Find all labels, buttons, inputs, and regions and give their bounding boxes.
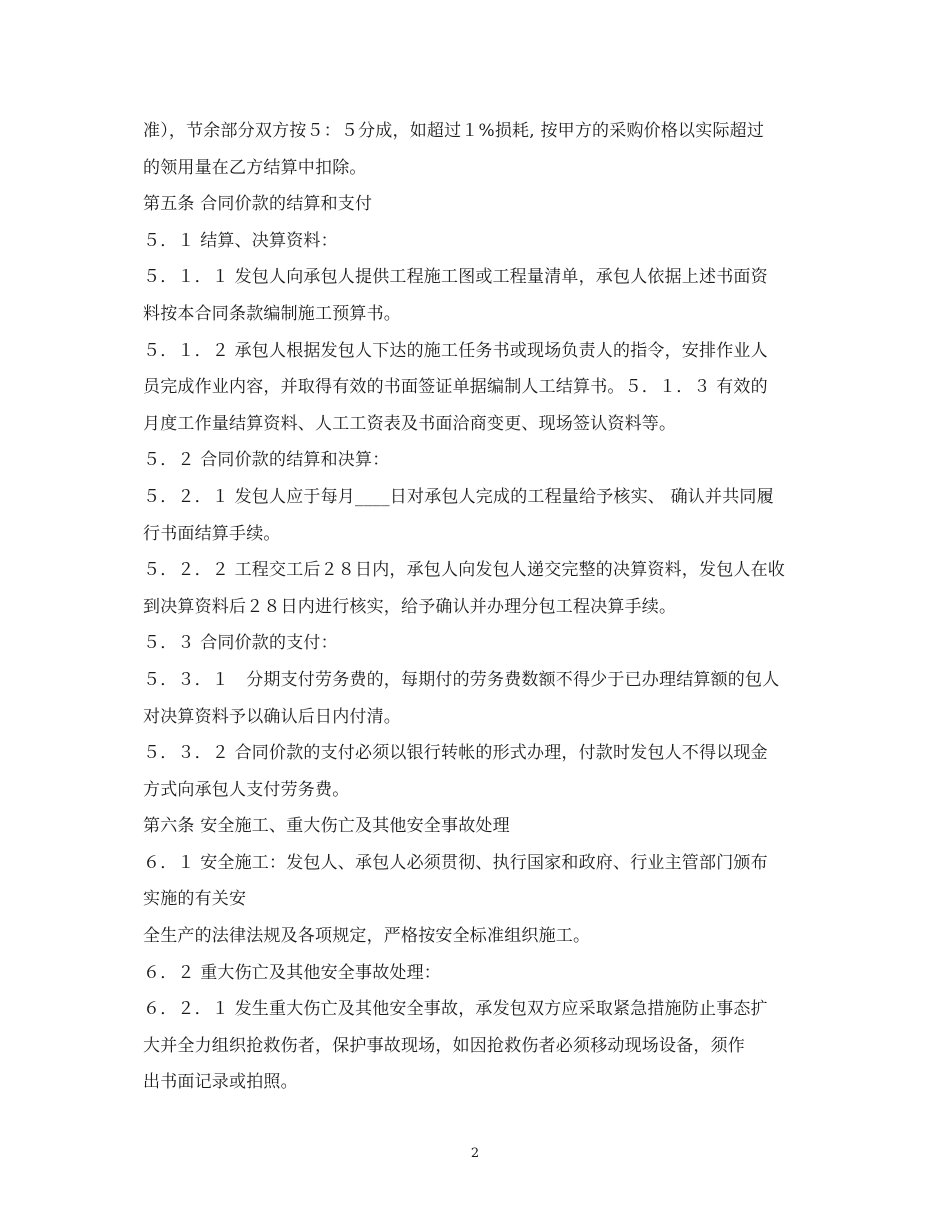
text-line: ５．１．２ 承包人根据发包人下达的施工任务书或现场负责人的指令，安排作业人 — [143, 340, 768, 361]
text-line: ５．３．１ 分期支付劳务费的，每期付的劳务费数额不得少于已办理结算额的包人 — [143, 669, 780, 690]
document-body — [143, 113, 818, 1101]
text-line: ５．３．２ 合同价款的支付必须以银行转帐的形式办理，付款时发包人不得以现金 — [143, 743, 768, 764]
section-heading: 第五条 合同价款的结算和支付 — [143, 194, 373, 215]
text-line: ５．３ 合同价款的支付： — [143, 633, 338, 654]
text-line: ６．２ 重大伤亡及其他安全事故处理： — [143, 962, 442, 983]
text-line: 的领用量在乙方结算中扣除。 — [143, 157, 367, 178]
text-line: 准），节余部分双方按５：５分成，如超过１%损耗, 按甲方的采购价格以实际超过 — [143, 121, 765, 141]
text-line: 到决算资料后２８日内进行核实，给予确认并办理分包工程决算手续。 — [143, 596, 677, 617]
text-line: ５．２．１ 发包人应于每月____日对承包人完成的工程量给予核实、 确认并共同履 — [143, 486, 774, 507]
text-line: ５．２．２ 工程交工后２８日内，承包人向发包人递交完整的决算资料，发包人在收 — [143, 560, 786, 581]
text-line: 行书面结算手续。 — [143, 523, 281, 544]
text-line: 月度工作量结算资料、人工工资表及书面洽商变更、现场签认资料等。 — [143, 413, 677, 434]
page-number: 2 — [470, 1146, 480, 1161]
text-line: 员完成作业内容，并取得有效的书面签证单据编制人工结算书。５．１．３ 有效的 — [143, 377, 768, 398]
text-line: ５．１．１ 发包人向承包人提供工程施工图或工程量清单，承包人依据上述书面资 — [143, 267, 768, 288]
text-line: 大并全力组织抢救伤者，保护事故现场，如因抢救伤者必须移动现场设备，须作 — [143, 1035, 745, 1056]
text-line: ５．２ 合同价款的结算和决算： — [143, 450, 390, 471]
text-line: 料按本合同条款编制施工预算书。 — [143, 303, 401, 324]
text-line: ６．２．１ 发生重大伤亡及其他安全事故，承发包双方应采取紧急措施防止事态扩 — [143, 999, 768, 1020]
section-heading: 第六条 安全施工、重大伤亡及其他安全事故处理 — [143, 816, 510, 837]
text-line: ６．１ 安全施工：发包人、承包人必须贯彻、执行国家和政府、行业主管部门颁布 — [143, 852, 768, 873]
text-line: 出书面记录或拍照。 — [143, 1072, 298, 1093]
text-line: 实施的有关安 — [143, 889, 247, 910]
text-line: ５．１ 结算、决算资料： — [143, 230, 338, 251]
text-line: 对决算资料予以确认后日内付清。 — [143, 706, 401, 727]
text-line: 方式向承包人支付劳务费。 — [143, 779, 350, 800]
text-line: 全生产的法律法规及各项规定，严格按安全标准组织施工。 — [143, 926, 591, 947]
